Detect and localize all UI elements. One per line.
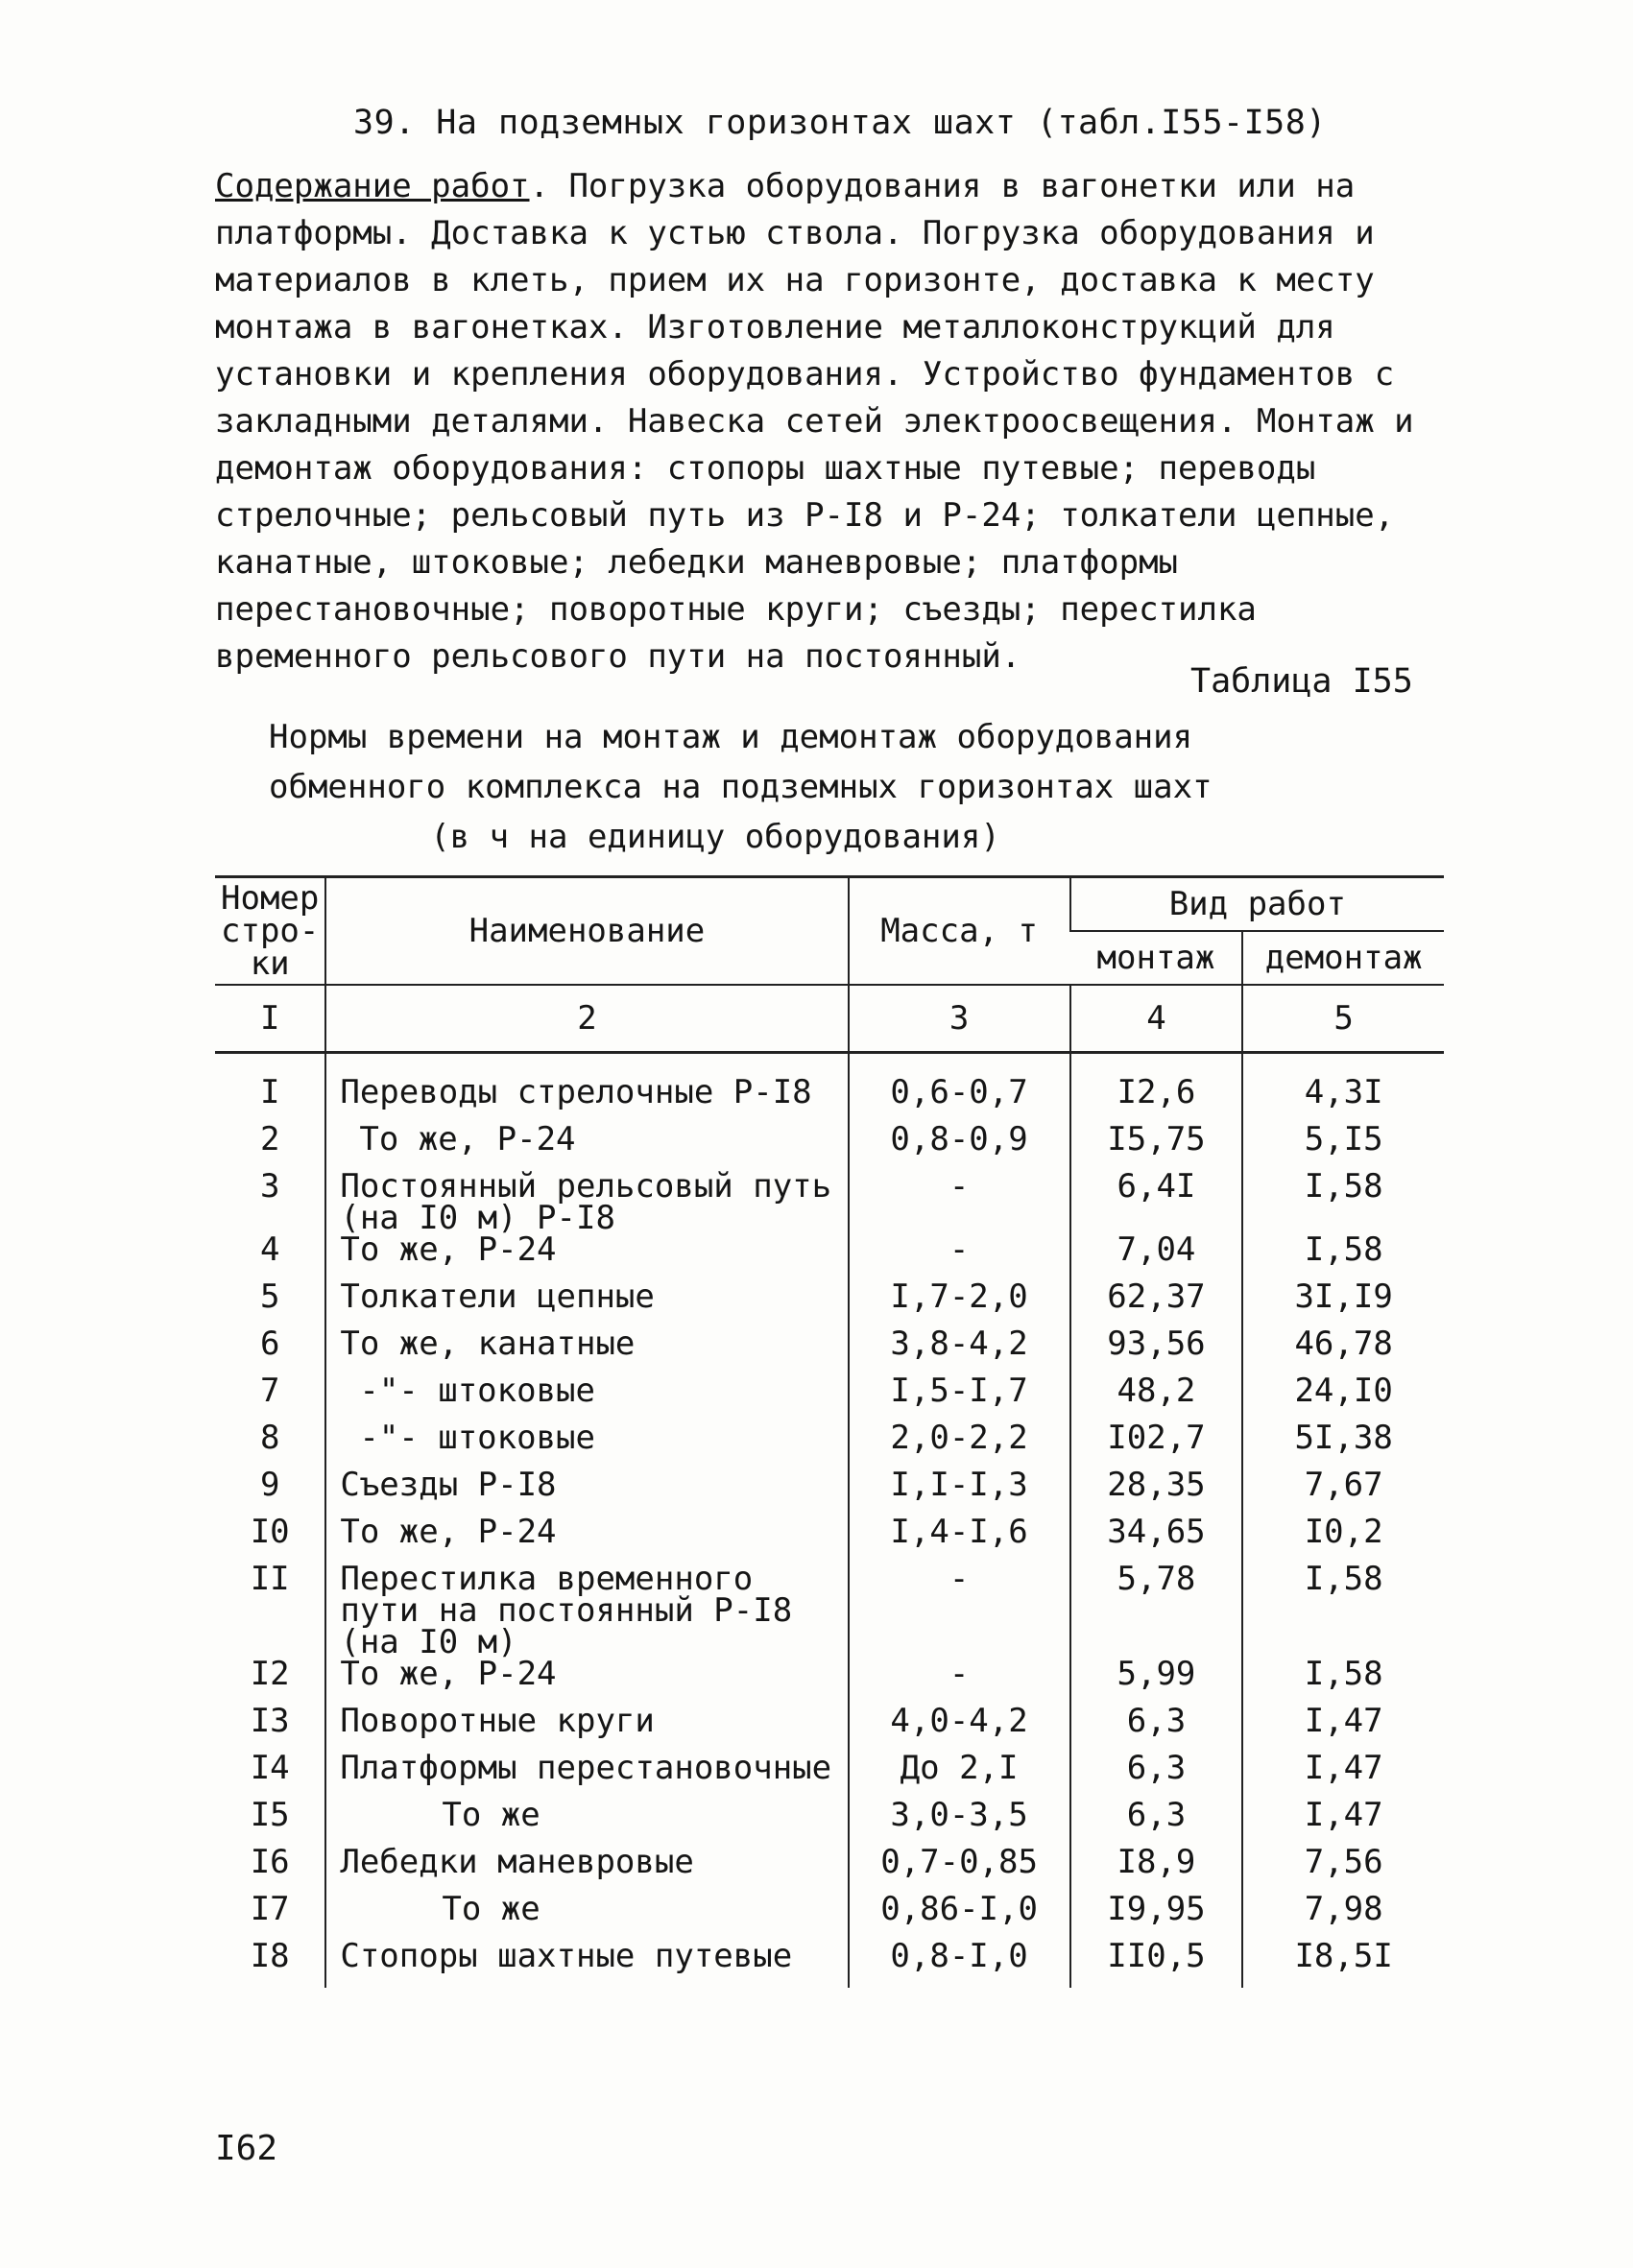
mass-value: - <box>849 1171 1070 1234</box>
table-row <box>215 1328 1444 1375</box>
row-number: 5 <box>259 1277 280 1316</box>
table-row <box>215 1847 1444 1894</box>
mass-value: - <box>849 1234 1070 1281</box>
table-row <box>215 1800 1444 1847</box>
mass-value: - <box>849 1659 1070 1706</box>
header-work-type: Вид работ <box>1070 877 1444 932</box>
mass-value: 0,6-0,7 <box>849 1053 1070 1125</box>
equipment-name: То же, Р-24 <box>325 1516 848 1564</box>
equipment-name: Съезды Р-I8 <box>325 1469 848 1516</box>
column-number: 3 <box>849 985 1070 1053</box>
mass-value: I,7-2,0 <box>849 1281 1070 1328</box>
mount-value: 93,56 <box>1070 1328 1243 1375</box>
table-row <box>215 1706 1444 1753</box>
dismount-value: 7,67 <box>1242 1469 1444 1516</box>
mount-value: 6,3 <box>1070 1800 1243 1847</box>
mount-value: 5,99 <box>1070 1659 1243 1706</box>
mount-value: 48,2 <box>1070 1375 1243 1422</box>
work-content-lead: Содержание работ <box>215 167 530 205</box>
dismount-value: I,47 <box>1242 1753 1444 1800</box>
table-caption <box>269 712 1213 862</box>
row-number: II <box>250 1560 290 1598</box>
mount-value: 6,3 <box>1070 1753 1243 1800</box>
row-number: I4 <box>250 1749 290 1787</box>
column-number: 2 <box>325 985 848 1053</box>
header-mount: монтаж <box>1070 931 1243 985</box>
section-heading: 39. На подземных горизонтах шахт (табл.I55-I58) <box>353 104 1327 142</box>
table-row <box>215 1753 1444 1800</box>
mass-value: До 2,I <box>849 1753 1070 1800</box>
caption-line-3: (в ч на единицу оборудования) <box>430 818 1000 856</box>
mount-value: I2,6 <box>1070 1053 1243 1125</box>
table-row <box>215 1281 1444 1328</box>
work-content-text: . Погрузка оборудования в вагонетки или на платформы. Доставка к устью ствола. Погрузка оборудования и материалов в клеть, прием их на горизонте, доставка к месту монтажа в вагонетках. Изготовление металлоконструкций для установки и крепления оборудования. Устройство фундаментов с закладными деталями. Навеска сетей электроосвещения. Монтаж и демонтаж оборудования: стопоры шахтные путевые; переводы стрелочные; рельсовый путь из Р-I8 и Р-24; толкатели цепные, канатные, штоковые; лебедки маневровые; платформы перестановочные; поворотные круги; съезды; перестилка временного рельсового пути на постоянный. <box>215 167 1414 676</box>
equipment-name: То же, Р-24 <box>325 1124 848 1171</box>
dismount-value: 5I,38 <box>1242 1422 1444 1469</box>
equipment-name: То же <box>325 1800 848 1847</box>
header-name: Наименование <box>325 877 848 986</box>
equipment-name: То же <box>325 1894 848 1941</box>
header-mass: Масса, т <box>849 877 1070 986</box>
equipment-name: Толкатели цепные <box>325 1281 848 1328</box>
table-row <box>215 1659 1444 1706</box>
mass-value: I,I-I,3 <box>849 1469 1070 1516</box>
mount-value: I5,75 <box>1070 1124 1243 1171</box>
mass-value: I,4-I,6 <box>849 1516 1070 1564</box>
equipment-name: Лебедки маневровые <box>325 1847 848 1894</box>
mass-value: 4,0-4,2 <box>849 1706 1070 1753</box>
row-number: I3 <box>250 1702 290 1740</box>
dismount-value: I,47 <box>1242 1706 1444 1753</box>
dismount-value: I0,2 <box>1242 1516 1444 1564</box>
table-row <box>215 1469 1444 1516</box>
mass-value: 3,8-4,2 <box>849 1328 1070 1375</box>
row-number: 8 <box>259 1419 280 1457</box>
mount-value: 5,78 <box>1070 1564 1243 1659</box>
mass-value: 0,8-0,9 <box>849 1124 1070 1171</box>
dismount-value: 7,56 <box>1242 1847 1444 1894</box>
row-number: I7 <box>250 1890 290 1928</box>
mass-value: 0,8-I,0 <box>849 1941 1070 1988</box>
table-row <box>215 1124 1444 1171</box>
mass-value: 0,86-I,0 <box>849 1894 1070 1941</box>
row-number: I8 <box>250 1937 290 1975</box>
table-row <box>215 1564 1444 1659</box>
mount-value: I02,7 <box>1070 1422 1243 1469</box>
row-number: 4 <box>259 1230 280 1269</box>
mount-value: 6,3 <box>1070 1706 1243 1753</box>
mount-value: 28,35 <box>1070 1469 1243 1516</box>
table-row <box>215 1053 1444 1125</box>
equipment-name: -"- штоковые <box>325 1422 848 1469</box>
row-number: I6 <box>250 1843 290 1881</box>
dismount-value: I,58 <box>1242 1659 1444 1706</box>
row-number: I0 <box>250 1513 290 1551</box>
column-number: I <box>215 985 325 1053</box>
dismount-value: I,58 <box>1242 1234 1444 1281</box>
mass-value: 0,7-0,85 <box>849 1847 1070 1894</box>
dismount-value: I,58 <box>1242 1564 1444 1659</box>
equipment-name: Перестилка временного пути на постоянный Р-I8 (на I0 м) <box>325 1564 848 1659</box>
table-row <box>215 1422 1444 1469</box>
table-row <box>215 1941 1444 1988</box>
mount-value: 34,65 <box>1070 1516 1243 1564</box>
header-dismount: демонтаж <box>1242 931 1444 985</box>
dismount-value: 46,78 <box>1242 1328 1444 1375</box>
table-row <box>215 1375 1444 1422</box>
dismount-value: 7,98 <box>1242 1894 1444 1941</box>
header-row-number: Номер стро-ки <box>215 877 325 986</box>
table-row <box>215 1894 1444 1941</box>
mount-value: 62,37 <box>1070 1281 1243 1328</box>
caption-line-1: Нормы времени на монтаж и демонтаж оборудования <box>269 718 1193 756</box>
dismount-value: 24,I0 <box>1242 1375 1444 1422</box>
row-number: 7 <box>259 1372 280 1410</box>
equipment-name: Платформы перестановочные <box>325 1753 848 1800</box>
equipment-name: Стопоры шахтные путевые <box>325 1941 848 1988</box>
mount-value: I9,95 <box>1070 1894 1243 1941</box>
equipment-name: То же, Р-24 <box>325 1659 848 1706</box>
dismount-value: 5,I5 <box>1242 1124 1444 1171</box>
mass-value: 3,0-3,5 <box>849 1800 1070 1847</box>
dismount-value: I8,5I <box>1242 1941 1444 1988</box>
equipment-name: -"- штоковые <box>325 1375 848 1422</box>
equipment-name: То же, канатные <box>325 1328 848 1375</box>
mount-value: 7,04 <box>1070 1234 1243 1281</box>
dismount-value: I,58 <box>1242 1171 1444 1234</box>
work-content-paragraph <box>215 163 1453 680</box>
row-number: 3 <box>259 1167 280 1206</box>
equipment-name: Поворотные круги <box>325 1706 848 1753</box>
equipment-name: То же, Р-24 <box>325 1234 848 1281</box>
column-number: 4 <box>1070 985 1243 1053</box>
mass-value: 2,0-2,2 <box>849 1422 1070 1469</box>
row-number: I2 <box>250 1655 290 1693</box>
dismount-value: 3I,I9 <box>1242 1281 1444 1328</box>
table-number: Таблица I55 <box>1190 662 1413 701</box>
row-number: 9 <box>259 1466 280 1504</box>
table-row <box>215 1234 1444 1281</box>
mount-value: 6,4I <box>1070 1171 1243 1234</box>
caption-line-2: обменного комплекса на подземных горизонтах шахт <box>269 768 1213 806</box>
equipment-name: Переводы стрелочные Р-I8 <box>325 1053 848 1125</box>
table-row <box>215 1516 1444 1564</box>
row-number: I5 <box>250 1796 290 1834</box>
dismount-value: I,47 <box>1242 1800 1444 1847</box>
column-number: 5 <box>1242 985 1444 1053</box>
dismount-value: 4,3I <box>1242 1053 1444 1125</box>
table-row <box>215 1171 1444 1234</box>
mass-value: I,5-I,7 <box>849 1375 1070 1422</box>
mount-value: II0,5 <box>1070 1941 1243 1988</box>
page-number: I62 <box>215 2129 278 2168</box>
mount-value: I8,9 <box>1070 1847 1243 1894</box>
row-number: I <box>259 1073 280 1111</box>
row-number: 2 <box>259 1120 280 1158</box>
equipment-name: Постоянный рельсовый путь (на I0 м) Р-I8 <box>325 1171 848 1234</box>
norms-table <box>215 875 1444 1988</box>
mass-value: - <box>849 1564 1070 1659</box>
row-number: 6 <box>259 1325 280 1363</box>
